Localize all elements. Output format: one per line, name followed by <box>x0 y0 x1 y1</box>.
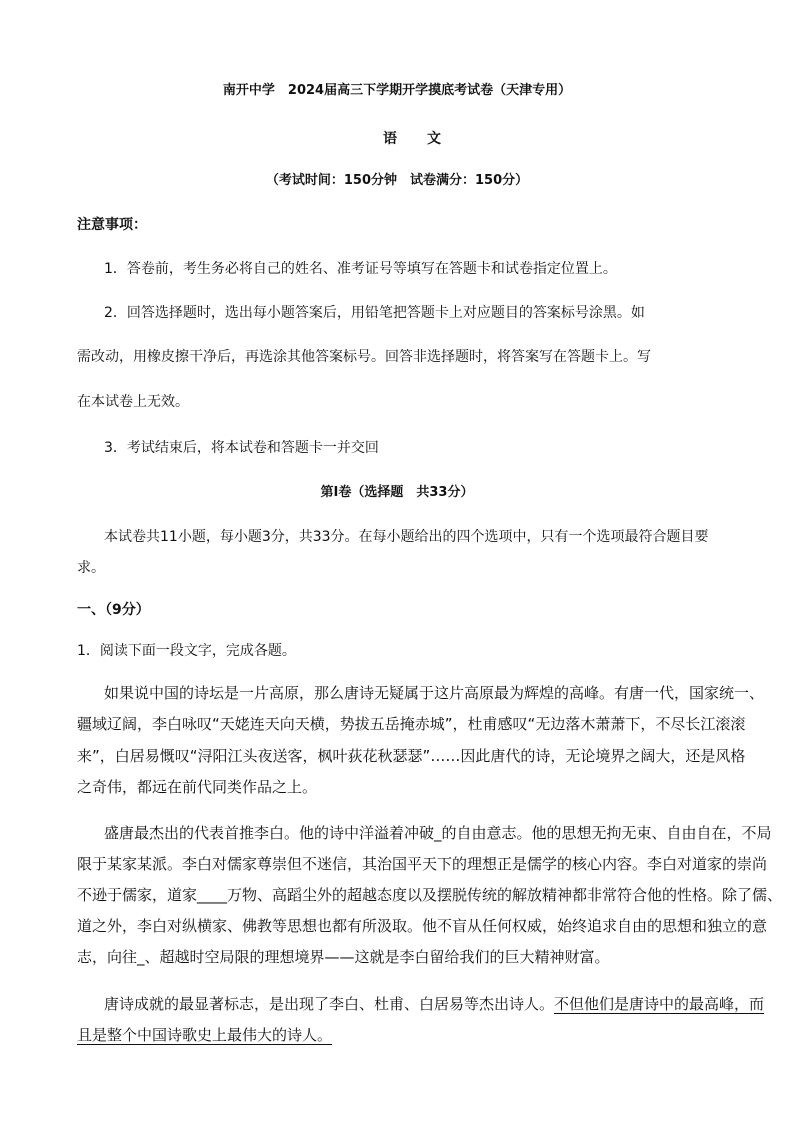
passage-p2-line-2: 限于某家某派。李白对儒家尊崇但不迷信，其治国平天下的理想正是儒学的核心内容。李白对道家的崇尚 <box>77 855 768 873</box>
passage-p1-line-4: 之奇伟，都远在前代同类作品之上。 <box>77 778 318 796</box>
passage-p1-line-2: 疆域辽阔，李白咏叹“天姥连天向天横，势拔五岳掩赤城”，杜甫感叹“无边落木萧萧下，不尽长江滚滚 <box>77 715 746 733</box>
notes-item-3: 3．考试结束后，将本试卷和答题卡一并交回 <box>104 440 379 456</box>
passage-p3-line-1 <box>104 997 764 1012</box>
exam-info: （考试时间：150分钟 试卷满分：150分） <box>265 173 529 188</box>
notes-heading: 注意事项： <box>77 217 147 233</box>
part1-heading: 第Ⅰ卷（选择题 共33分） <box>320 485 474 500</box>
passage-p1-line-1: 如果说中国的诗坛是一片高原，那么唐诗无疑属于这片高原最为辉煌的高峰。有唐一代，国家统一、 <box>104 684 765 702</box>
passage-p3-line-1-text: 唐诗成就的最显著标志，是出现了李白、杜甫、白居易等杰出诗人。 <box>104 995 555 1013</box>
passage-p1-line-3: 来”，白居易慨叹“浔阳江头夜送客，枫叶荻花秋瑟瑟”……因此唐代的诗，无论境界之阔大，还是风格 <box>77 747 746 765</box>
notes-item-2-line-3: 在本试卷上无效。 <box>77 394 189 410</box>
passage-p3-line-2: 且是整个中国诗歌史上最伟大的诗人。 <box>77 1026 333 1044</box>
question-1: 1．阅读下面一段文字，完成各题。 <box>77 643 296 659</box>
subject-title: 语文 <box>383 131 471 147</box>
part1-intro-line-1: 本试卷共11小题，每小题3分，共33分。在每小题给出的四个选项中，只有一个选项最符合题目要 <box>104 529 709 545</box>
passage-p2-line-3: 不逊于儒家，道家____万物、高蹈尘外的超越态度以及摆脱传统的解放精神都非常符合他的性格。除了儒、 <box>77 886 783 904</box>
notes-item-2-line-1: 2．回答选择题时，选出每小题答案后，用铅笔把答题卡上对应题目的答案标号涂黑。如 <box>104 305 645 321</box>
notes-item-1: 1．答卷前，考生务必将自己的姓名、准考证号等填写在答题卡和试卷指定位置上。 <box>104 261 617 277</box>
exam-title: 南开中学 2024届高三下学期开学摸底考试卷（天津专用） <box>222 83 572 98</box>
passage-p2-line-4: 道之外，李白对纵横家、佛教等思想也都有所汲取。他不盲从任何权威，始终追求自由的思想和独立的意 <box>77 917 768 935</box>
section1-heading: 一、（9分） <box>77 602 150 618</box>
passage-p3-underlined-sentence: 不但他们是唐诗中的最高峰，而 <box>554 995 765 1013</box>
notes-item-2-line-2: 需改动，用橡皮擦干净后，再选涂其他答案标号。回答非选择题时，将答案写在答题卡上。写 <box>77 349 651 365</box>
passage-p2-line-1: 盛唐最杰出的代表首推李白。他的诗中洋溢着冲破_的自由意志。他的思想无拘无束、自由自在，不局 <box>104 824 772 842</box>
passage-p2-line-5: 志，向往_、超越时空局限的理想境界——这就是李白留给我们的巨大精神财富。 <box>77 948 610 966</box>
part1-intro-line-2: 求。 <box>77 560 105 576</box>
